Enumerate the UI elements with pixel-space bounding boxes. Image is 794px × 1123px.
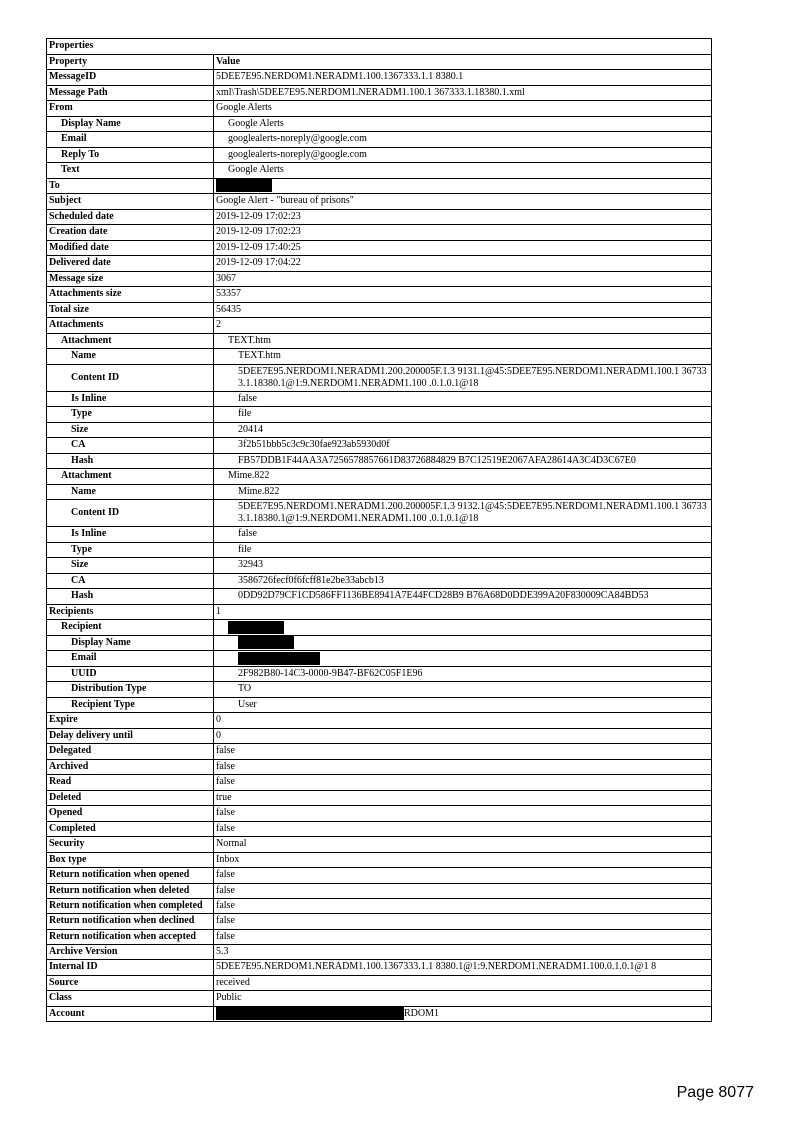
table-row <box>47 682 712 698</box>
header-property: Property <box>47 54 214 70</box>
property-label: Recipients <box>47 604 214 620</box>
property-label: Display Name <box>47 116 214 132</box>
table-row <box>47 821 712 837</box>
table-row <box>47 438 712 454</box>
property-label: Creation date <box>47 225 214 241</box>
property-value: file <box>214 407 712 423</box>
property-label: Total size <box>47 302 214 318</box>
table-row <box>47 775 712 791</box>
property-label: Return notification when completed <box>47 899 214 914</box>
property-label: Archive Version <box>47 944 214 960</box>
property-label: Opened <box>47 806 214 822</box>
property-label: Hash <box>47 453 214 469</box>
table-row <box>47 271 712 287</box>
property-label: Delivered date <box>47 256 214 272</box>
property-label: Attachments <box>47 318 214 334</box>
property-value: false <box>214 929 712 944</box>
table-row <box>47 1006 712 1022</box>
property-value: false <box>214 391 712 407</box>
property-value: false <box>214 744 712 760</box>
table-row <box>47 635 712 651</box>
property-label: Modified date <box>47 240 214 256</box>
property-value: Normal <box>214 837 712 853</box>
property-label: Scheduled date <box>47 209 214 225</box>
table-row <box>47 240 712 256</box>
property-label: Recipient <box>47 620 214 636</box>
property-label: Message Path <box>47 85 214 101</box>
table-row <box>47 194 712 210</box>
property-value: xml\Trash\5DEE7E95.NERDOM1.NERADM1.100.1 367333.1.18380.1.xml <box>214 85 712 101</box>
property-label: Content ID <box>47 364 214 391</box>
property-value: TEXT.htm <box>214 349 712 365</box>
table-row <box>47 759 712 775</box>
property-label: CA <box>47 438 214 454</box>
table-row <box>47 85 712 101</box>
table-row <box>47 178 712 194</box>
table-row <box>47 790 712 806</box>
table-row <box>47 914 712 930</box>
table-row <box>47 225 712 241</box>
table-row <box>47 542 712 558</box>
property-value: false <box>214 759 712 775</box>
property-label: Attachment <box>47 469 214 485</box>
property-label: Type <box>47 407 214 423</box>
table-row <box>47 422 712 438</box>
property-value: false <box>214 899 712 914</box>
property-value <box>214 620 712 636</box>
property-label: Delay delivery until <box>47 728 214 744</box>
property-value: 32943 <box>214 558 712 574</box>
property-value: 5DEE7E95.NERDOM1.NERADM1.200.200005F.1.3 9131.1@45:5DEE7E95.NERDOM1.NERADM1.100.1 367333.1.18380.1@1:9.NERDOM1.NERADM1.100 .0.1.0.1@18 <box>214 364 712 391</box>
table-row <box>47 500 712 527</box>
property-label: Is Inline <box>47 391 214 407</box>
property-value: 3586726fecf0f6fcff81e2be33abcb13 <box>214 573 712 589</box>
property-value: 20414 <box>214 422 712 438</box>
property-value: TO <box>214 682 712 698</box>
property-value: 0 <box>214 728 712 744</box>
property-value: 2019-12-09 17:02:23 <box>214 209 712 225</box>
table-row <box>47 620 712 636</box>
property-value: 2019-12-09 17:04:22 <box>214 256 712 272</box>
property-value <box>214 651 712 667</box>
table-row <box>47 960 712 976</box>
table-row <box>47 744 712 760</box>
properties-sheet <box>46 38 711 1022</box>
property-label: CA <box>47 573 214 589</box>
table-row <box>47 147 712 163</box>
property-label: Return notification when deleted <box>47 883 214 899</box>
property-label: Class <box>47 991 214 1007</box>
property-label: Email <box>47 132 214 148</box>
property-label: Deleted <box>47 790 214 806</box>
table-row <box>47 484 712 500</box>
property-label: Internal ID <box>47 960 214 976</box>
property-value: googlealerts-noreply@google.com <box>214 132 712 148</box>
page-number: Page 8077 <box>676 1084 754 1101</box>
table-row <box>47 407 712 423</box>
table-row <box>47 589 712 605</box>
table-row <box>47 318 712 334</box>
property-value: Google Alerts <box>214 163 712 179</box>
property-value: false <box>214 914 712 930</box>
table-row <box>47 697 712 713</box>
table-row <box>47 868 712 884</box>
redaction-block <box>238 636 294 649</box>
table-row <box>47 806 712 822</box>
table-row <box>47 453 712 469</box>
table-row <box>47 929 712 944</box>
table-title: Properties <box>47 39 712 55</box>
property-label: Read <box>47 775 214 791</box>
property-value: false <box>214 806 712 822</box>
table-row <box>47 975 712 991</box>
property-value: Google Alert - "bureau of prisons" <box>214 194 712 210</box>
property-value: file <box>214 542 712 558</box>
table-row <box>47 333 712 349</box>
property-value: Mime.822 <box>214 484 712 500</box>
header-value: Value <box>214 54 712 70</box>
property-label: Is Inline <box>47 527 214 543</box>
table-row <box>47 101 712 117</box>
property-value: 5DEE7E95.NERDOM1.NERADM1.100.1367333.1.1 8380.1@1:9.NERDOM1.NERADM1.100.0.1.0.1@1 8 <box>214 960 712 976</box>
table-row <box>47 604 712 620</box>
property-value: 2F982B80-14C3-0000-9B47-BF62C05F1E96 <box>214 666 712 682</box>
property-label: Name <box>47 349 214 365</box>
property-value: 0 <box>214 713 712 729</box>
property-value: 5DEE7E95.NERDOM1.NERADM1.100.1367333.1.1 8380.1 <box>214 70 712 86</box>
property-value: 2 <box>214 318 712 334</box>
property-label: Expire <box>47 713 214 729</box>
property-value: false <box>214 821 712 837</box>
redaction-block <box>216 1007 404 1020</box>
property-value: 53357 <box>214 287 712 303</box>
table-row <box>47 944 712 960</box>
table-row <box>47 728 712 744</box>
table-row <box>47 302 712 318</box>
property-value: false <box>214 527 712 543</box>
table-row <box>47 899 712 914</box>
property-value: googlealerts-noreply@google.com <box>214 147 712 163</box>
property-label: Name <box>47 484 214 500</box>
property-value: Inbox <box>214 852 712 868</box>
property-label: Completed <box>47 821 214 837</box>
property-value: FB57DDB1F44AA3A7256578857661D83726884829 B7C12519E2067AFA28614A3C4D3C67E0 <box>214 453 712 469</box>
table-row <box>47 256 712 272</box>
table-row <box>47 364 712 391</box>
table-row <box>47 209 712 225</box>
table-row <box>47 527 712 543</box>
property-label: Reply To <box>47 147 214 163</box>
table-row <box>47 70 712 86</box>
property-value: Mime.822 <box>214 469 712 485</box>
table-row <box>47 391 712 407</box>
table-header-row <box>47 54 712 70</box>
property-label: Account <box>47 1006 214 1022</box>
property-label: Email <box>47 651 214 667</box>
property-label: To <box>47 178 214 194</box>
property-label: Display Name <box>47 635 214 651</box>
property-label: Subject <box>47 194 214 210</box>
property-label: Hash <box>47 589 214 605</box>
property-value: 56435 <box>214 302 712 318</box>
property-value: 2019-12-09 17:02:23 <box>214 225 712 241</box>
property-value: 5.3 <box>214 944 712 960</box>
property-label: Return notification when declined <box>47 914 214 930</box>
property-value: false <box>214 775 712 791</box>
property-value: true <box>214 790 712 806</box>
property-value: TEXT.htm <box>214 333 712 349</box>
table-row <box>47 116 712 132</box>
property-label: Attachment <box>47 333 214 349</box>
property-value: false <box>214 868 712 884</box>
property-label: From <box>47 101 214 117</box>
table-row <box>47 852 712 868</box>
property-label: Recipient Type <box>47 697 214 713</box>
table-row <box>47 132 712 148</box>
property-label: Box type <box>47 852 214 868</box>
properties-table <box>46 38 712 1022</box>
table-row <box>47 558 712 574</box>
table-row <box>47 163 712 179</box>
property-value <box>214 635 712 651</box>
redaction-block <box>216 179 272 192</box>
table-row <box>47 713 712 729</box>
property-value: 3067 <box>214 271 712 287</box>
table-row <box>47 991 712 1007</box>
property-value: received <box>214 975 712 991</box>
property-value: 5DEE7E95.NERDOM1.NERADM1.200.200005F.1.3 9132.1@45:5DEE7E95.NERDOM1.NERADM1.100.1 367333.1.18380.1@1:9.NERDOM1.NERADM1.100 .0.1.0.1@18 <box>214 500 712 527</box>
table-row <box>47 469 712 485</box>
table-row <box>47 287 712 303</box>
property-label: Size <box>47 422 214 438</box>
property-value <box>214 178 712 194</box>
property-value: 1 <box>214 604 712 620</box>
property-value: RDOM1 <box>214 1006 712 1022</box>
property-value: Google Alerts <box>214 101 712 117</box>
table-title-row <box>47 39 712 55</box>
table-row <box>47 573 712 589</box>
table-row <box>47 651 712 667</box>
table-row <box>47 349 712 365</box>
property-label: Attachments size <box>47 287 214 303</box>
property-label: Distribution Type <box>47 682 214 698</box>
property-label: Return notification when accepted <box>47 929 214 944</box>
property-label: UUID <box>47 666 214 682</box>
table-row <box>47 883 712 899</box>
redaction-block <box>238 652 320 665</box>
property-value: 2019-12-09 17:40:25 <box>214 240 712 256</box>
property-value: Google Alerts <box>214 116 712 132</box>
property-value: Public <box>214 991 712 1007</box>
property-value: 0DD92D79CF1CD586FF1136BE8941A7E44FCD28B9 B76A68D0DDE399A20F830009CA84BD53 <box>214 589 712 605</box>
property-value: false <box>214 883 712 899</box>
property-label: Type <box>47 542 214 558</box>
property-label: Security <box>47 837 214 853</box>
table-row <box>47 837 712 853</box>
property-value: User <box>214 697 712 713</box>
property-label: Source <box>47 975 214 991</box>
table-row <box>47 666 712 682</box>
property-label: MessageID <box>47 70 214 86</box>
property-label: Size <box>47 558 214 574</box>
property-label: Text <box>47 163 214 179</box>
property-label: Delegated <box>47 744 214 760</box>
property-label: Message size <box>47 271 214 287</box>
redaction-block <box>228 621 284 634</box>
property-value: 3f2b51bbb5c3c9c30fae923ab5930d0f <box>214 438 712 454</box>
property-label: Return notification when opened <box>47 868 214 884</box>
property-label: Content ID <box>47 500 214 527</box>
property-label: Archived <box>47 759 214 775</box>
